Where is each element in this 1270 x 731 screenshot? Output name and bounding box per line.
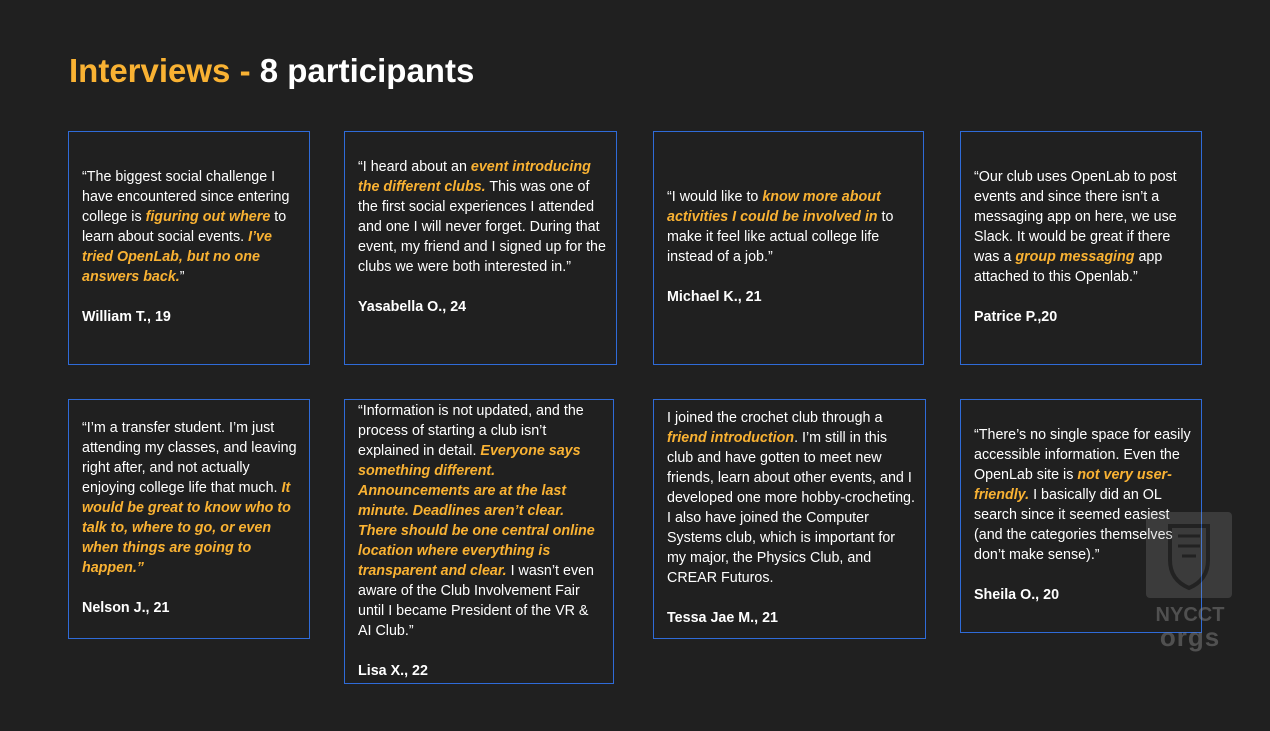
quote-highlight: It would be great to know who to talk to, where to go, or even when things are going to happen.” xyxy=(82,480,291,576)
participant-name: Nelson J., 21 xyxy=(82,600,170,616)
quote-text: ” xyxy=(179,269,185,285)
quote-text: I joined the crochet club through a xyxy=(667,410,883,426)
interview-card-sheila xyxy=(960,399,1202,633)
interview-quote xyxy=(82,418,299,578)
quote-text: “The biggest social challenge I have encountered since entering college is xyxy=(82,169,290,225)
quote-text: to learn about social events. xyxy=(82,209,287,245)
interview-card-patrice xyxy=(960,131,1202,365)
interview-card-tessa xyxy=(653,399,926,639)
quote-highlight: event introducing the different clubs. xyxy=(358,159,591,195)
interview-quote xyxy=(358,157,606,277)
participant-name: Michael K., 21 xyxy=(667,289,762,305)
interview-quote xyxy=(82,167,299,287)
interview-quote xyxy=(974,425,1191,565)
quote-text: “I’m a transfer student. I’m just attending my classes, and leaving right after, and not actually enjoying college life that much. xyxy=(82,420,297,496)
interview-quote xyxy=(974,167,1191,287)
interview-card-lisa xyxy=(344,399,614,684)
quote-highlight: friend introduction xyxy=(667,430,795,446)
watermark-line2: orgs xyxy=(1159,622,1221,652)
interview-card-michael xyxy=(653,131,924,365)
page-title xyxy=(69,52,474,90)
quote-highlight: I’ve tried OpenLab, but no one answers back. xyxy=(82,229,272,285)
interview-quote xyxy=(667,408,917,588)
interview-card-yasabella xyxy=(344,131,617,365)
quote-text: “I would like to xyxy=(667,189,763,205)
interview-card-william xyxy=(68,131,310,365)
quote-text: app attached to this Openlab.” xyxy=(974,249,1163,285)
participant-name: Tessa Jae M., 21 xyxy=(667,610,779,626)
quote-highlight: group messaging xyxy=(1015,249,1135,265)
quote-text: “I heard about an xyxy=(358,159,471,175)
quote-text: “Our club uses OpenLab to post events and since there isn’t a messaging app on here, we use Slack. It would be great if there was a xyxy=(974,169,1177,265)
participant-name: Sheila O., 20 xyxy=(974,587,1060,603)
quote-text: “Information is not updated, and the process of starting a club isn’t explained in detail. xyxy=(358,403,584,459)
quote-highlight: not very user-friendly. xyxy=(974,467,1172,503)
quote-text: . I’m still in this club and have gotten to meet new friends, learn about other events, and I developed one more hobby-crocheting. I also have joined the Computer Systems club, which is important for my major, the Physics Club, and CREAR Futuros. xyxy=(667,430,915,586)
watermark-text xyxy=(1150,604,1230,652)
quote-highlight: figuring out where xyxy=(145,209,271,225)
quote-highlight: know more about activities I could be involved in xyxy=(667,189,881,225)
participant-name: Lisa X., 22 xyxy=(358,663,428,679)
participant-name: William T., 19 xyxy=(82,309,171,325)
participant-name: Patrice P.,20 xyxy=(974,309,1058,325)
interview-quote xyxy=(667,187,913,267)
quote-text: This was one of the first social experiences I attended and one I will never forget. During that event, my friend and I signed up for the clubs we were both interested in.” xyxy=(358,179,606,275)
quote-text: to make it feel like actual college life instead of a job.” xyxy=(667,209,894,265)
page-title-count: 8 participants xyxy=(259,52,475,89)
interview-quote xyxy=(358,401,605,641)
participant-name: Yasabella O., 24 xyxy=(358,299,467,315)
quote-text: “There’s no single space for easily accessible information. Even the OpenLab site is xyxy=(974,427,1191,483)
watermark-line1: NYCCT xyxy=(1155,604,1225,626)
quote-highlight: Everyone says something different. Announcements are at the last minute. Deadlines aren’t clear. There should be one central online location where everything is transparent and clear. xyxy=(358,443,595,579)
interview-card-nelson xyxy=(68,399,310,639)
quote-text: I basically did an OL search since it seemed easiest (and the categories themselves don’t make sense).” xyxy=(974,487,1173,563)
quote-text: I wasn’t even aware of the Club Involvement Fair until I became President of the VR & AI Club.” xyxy=(358,563,595,639)
page-title-accent: Interviews - xyxy=(69,52,260,89)
